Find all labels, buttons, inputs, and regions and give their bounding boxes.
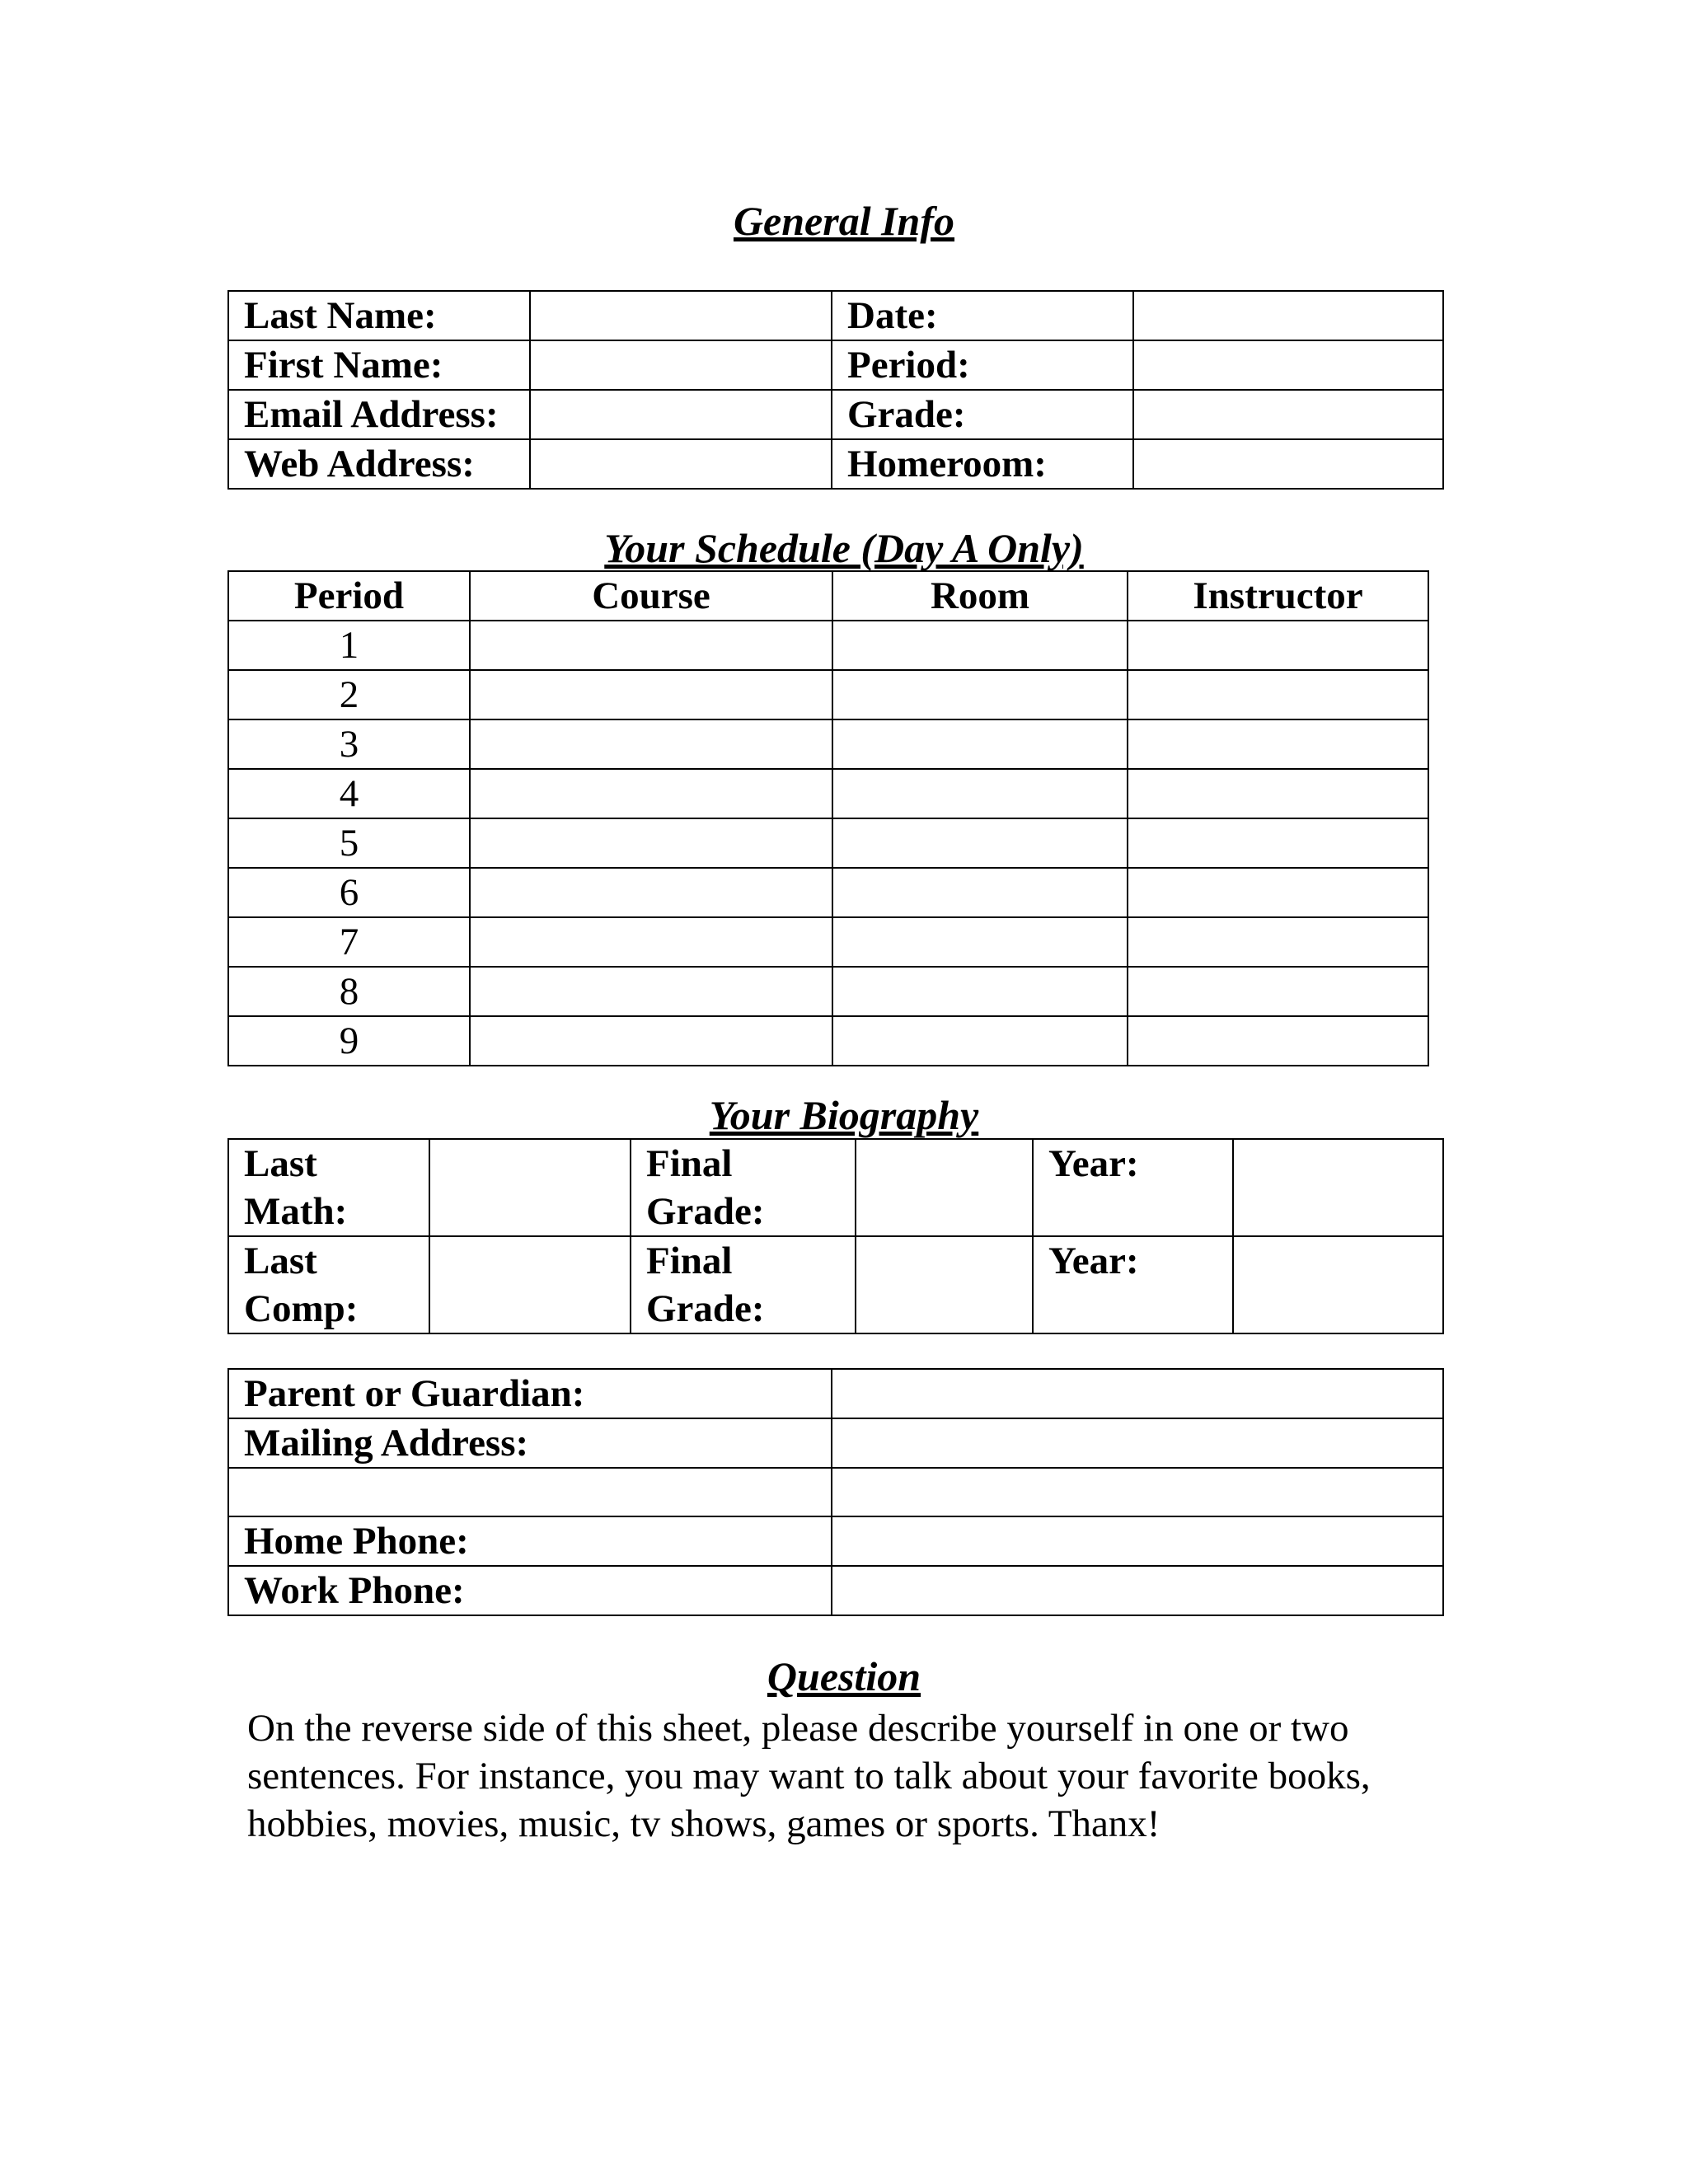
period-number: 5 [228, 818, 470, 868]
period-number: 2 [228, 670, 470, 719]
last-math-label: Last Math: [228, 1139, 429, 1236]
work-phone-label: Work Phone: [228, 1566, 832, 1615]
last-comp-field[interactable] [429, 1236, 631, 1333]
table-row [228, 818, 1428, 868]
parent-guardian-field[interactable] [832, 1369, 1443, 1418]
room-field[interactable] [832, 917, 1128, 967]
last-comp-label: Last Comp: [228, 1236, 429, 1333]
web-address-field[interactable] [530, 439, 832, 489]
date-label: Date: [832, 291, 1133, 340]
final-grade-label: Final Grade: [631, 1139, 856, 1236]
room-column-header: Room [832, 571, 1128, 621]
table-row [228, 1516, 1443, 1566]
instructor-field[interactable] [1128, 1016, 1428, 1066]
table-row [228, 621, 1428, 670]
course-column-header: Course [470, 571, 832, 621]
mailing-address-continued-label [228, 1468, 832, 1516]
table-row [228, 390, 1443, 439]
course-field[interactable] [470, 670, 832, 719]
course-field[interactable] [470, 917, 832, 967]
first-name-field[interactable] [530, 340, 832, 390]
course-field[interactable] [470, 621, 832, 670]
period-number: 7 [228, 917, 470, 967]
grade-label: Grade: [832, 390, 1133, 439]
contact-table [227, 1368, 1444, 1616]
mailing-address-label: Mailing Address: [228, 1418, 832, 1468]
work-phone-field[interactable] [832, 1566, 1443, 1615]
period-number: 9 [228, 1016, 470, 1066]
table-row [228, 917, 1428, 967]
biography-table [227, 1138, 1444, 1334]
course-field[interactable] [470, 1016, 832, 1066]
room-field[interactable] [832, 967, 1128, 1016]
table-row [228, 1236, 1443, 1333]
homeroom-label: Homeroom: [832, 439, 1133, 489]
year-label: Year: [1033, 1236, 1233, 1333]
instructor-field[interactable] [1128, 719, 1428, 769]
date-field[interactable] [1133, 291, 1443, 340]
comp-year-field[interactable] [1233, 1236, 1443, 1333]
room-field[interactable] [832, 621, 1128, 670]
table-row [228, 1369, 1443, 1418]
last-name-label: Last Name: [228, 291, 530, 340]
home-phone-label: Home Phone: [228, 1516, 832, 1566]
parent-guardian-label: Parent or Guardian: [228, 1369, 832, 1418]
general-info-title: General Info [733, 198, 955, 244]
table-header-row [228, 571, 1428, 621]
room-field[interactable] [832, 670, 1128, 719]
period-number: 8 [228, 967, 470, 1016]
course-field[interactable] [470, 868, 832, 917]
instructor-field[interactable] [1128, 868, 1428, 917]
room-field[interactable] [832, 769, 1128, 818]
table-row [228, 769, 1428, 818]
comp-final-grade-field[interactable] [856, 1236, 1033, 1333]
period-label: Period: [832, 340, 1133, 390]
period-number: 4 [228, 769, 470, 818]
last-math-field[interactable] [429, 1139, 631, 1236]
table-row [228, 967, 1428, 1016]
last-name-field[interactable] [530, 291, 832, 340]
instructor-field[interactable] [1128, 621, 1428, 670]
schedule-table [227, 570, 1429, 1066]
table-row [228, 291, 1443, 340]
mailing-address-field[interactable] [832, 1418, 1443, 1468]
table-row [228, 439, 1443, 489]
math-year-field[interactable] [1233, 1139, 1443, 1236]
email-address-label: Email Address: [228, 390, 530, 439]
instructor-field[interactable] [1128, 670, 1428, 719]
room-field[interactable] [832, 719, 1128, 769]
room-field[interactable] [832, 1016, 1128, 1066]
mailing-address-continued-field[interactable] [832, 1468, 1443, 1516]
instructor-field[interactable] [1128, 967, 1428, 1016]
table-row [228, 868, 1428, 917]
instructor-field[interactable] [1128, 769, 1428, 818]
instructor-column-header: Instructor [1128, 571, 1428, 621]
period-number: 1 [228, 621, 470, 670]
course-field[interactable] [470, 719, 832, 769]
instructor-field[interactable] [1128, 917, 1428, 967]
table-row [228, 1016, 1428, 1066]
period-number: 3 [228, 719, 470, 769]
instructor-field[interactable] [1128, 818, 1428, 868]
period-field[interactable] [1133, 340, 1443, 390]
first-name-label: First Name: [228, 340, 530, 390]
schedule-title: Your Schedule (Day A Only) [604, 525, 1084, 571]
question-text: On the reverse side of this sheet, please describe yourself in one or two sentences. For instance, you may want to talk about your favorite books, hobbies, movies, music, tv shows, games or sports. Thanx! [247, 1707, 1371, 1845]
biography-title: Your Biography [709, 1092, 979, 1138]
final-grade-label: Final Grade: [631, 1236, 856, 1333]
course-field[interactable] [470, 818, 832, 868]
year-label: Year: [1033, 1139, 1233, 1236]
room-field[interactable] [832, 868, 1128, 917]
period-number: 6 [228, 868, 470, 917]
table-row [228, 1468, 1443, 1516]
course-field[interactable] [470, 967, 832, 1016]
homeroom-field[interactable] [1133, 439, 1443, 489]
table-row [228, 1139, 1443, 1236]
question-title: Question [767, 1653, 921, 1699]
home-phone-field[interactable] [832, 1516, 1443, 1566]
table-row [228, 340, 1443, 390]
web-address-label: Web Address: [228, 439, 530, 489]
course-field[interactable] [470, 769, 832, 818]
math-final-grade-field[interactable] [856, 1139, 1033, 1236]
table-row [228, 1418, 1443, 1468]
table-row [228, 719, 1428, 769]
room-field[interactable] [832, 818, 1128, 868]
general-info-table [227, 290, 1444, 490]
grade-field[interactable] [1133, 390, 1443, 439]
period-column-header: Period [228, 571, 470, 621]
table-row [228, 1566, 1443, 1615]
table-row [228, 670, 1428, 719]
email-address-field[interactable] [530, 390, 832, 439]
